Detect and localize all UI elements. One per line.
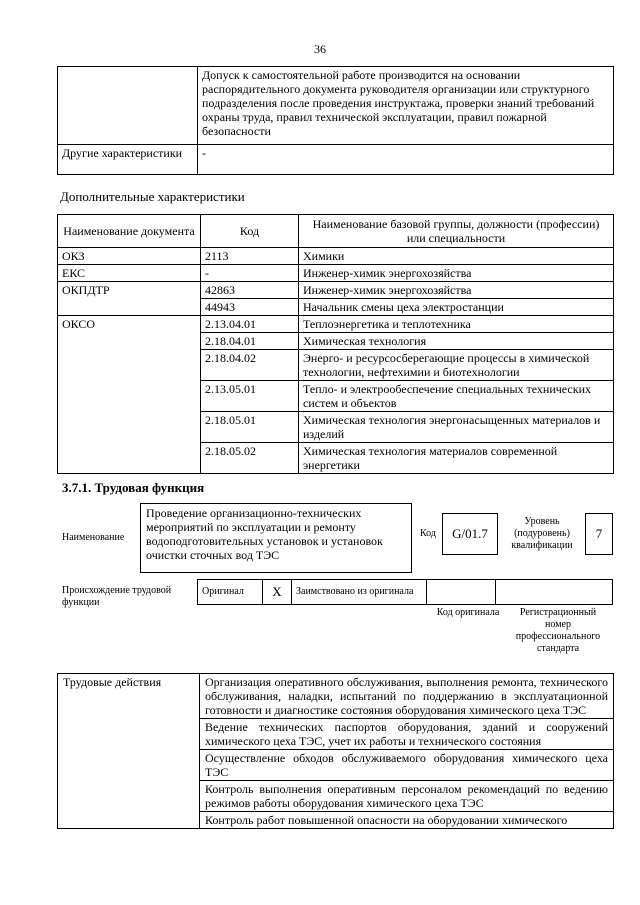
other-characteristics-value: - — [198, 145, 614, 175]
origin-label: Происхождение трудовой функции — [62, 585, 172, 608]
level-label: Уровень (подуровень) квалификации — [511, 516, 573, 551]
function-code-box: G/01.7 — [442, 513, 498, 555]
row-name: Инженер-химик энергохозяйства — [299, 282, 614, 299]
row-name: Энерго- и ресурсосберегающие процессы в химической технологии, нефтехимии и биотехнологии — [299, 350, 614, 381]
empty-label-cell — [58, 67, 198, 145]
row-code: 2.18.05.02 — [201, 443, 299, 474]
labor-action-item: Контроль выполнения оперативным персоналом рекомендаций по ведению режимов работы оборудования химического цеха ТЭС — [200, 781, 614, 812]
row-name: Инженер-химик энергохозяйства — [299, 265, 614, 282]
row-code: 2.18.04.01 — [201, 333, 299, 350]
original-mark: X — [263, 580, 292, 605]
row-doc: ОКСО — [58, 316, 201, 474]
name-label: Наименование — [62, 532, 125, 543]
code-label: Код — [420, 528, 436, 539]
row-doc: ОКПДТР — [58, 282, 201, 316]
labor-actions-table — [57, 673, 614, 829]
page-number: 36 — [314, 42, 326, 56]
header-name: Наименование базовой группы, должности (профессии) или специальности — [299, 215, 614, 248]
row-name: Химическая технология материалов современной энергетики — [299, 443, 614, 474]
labor-action-item: Осуществление обходов обслуживаемого оборудования химического цеха ТЭС — [200, 750, 614, 781]
row-code: 2113 — [201, 248, 299, 265]
labor-action-item: Ведение технических паспортов оборудования, зданий и сооружений химического цеха ТЭС, учет их работы и технического состояния — [200, 719, 614, 750]
row-code: 2.13.05.01 — [201, 381, 299, 412]
level-box: 7 — [585, 513, 613, 555]
row-name: Тепло- и электрообеспечение специальных технических систем и объектов — [299, 381, 614, 412]
code-original-caption: Код оригинала — [436, 607, 500, 618]
admission-text: Допуск к самостоятельной работе производится на основании распорядительного документа руководителя организации или структурного подразделения после проведения инструктажа, проверки знаний требований охраны труда, правил технической эксплуатации, правил пожарной безопасности — [198, 67, 614, 145]
row-code: 44943 — [201, 299, 299, 316]
borrowed-label: Заимствовано из оригинала — [292, 580, 427, 605]
row-code: 2.13.04.01 — [201, 316, 299, 333]
row-code: 2.18.04.02 — [201, 350, 299, 381]
row-code: 2.18.05.01 — [201, 412, 299, 443]
additional-characteristics-table — [57, 214, 614, 474]
reg-number-cell — [496, 580, 613, 605]
other-characteristics-label: Другие характеристики — [58, 145, 198, 175]
header-document: Наименование документа — [58, 215, 201, 248]
row-name: Химики — [299, 248, 614, 265]
reg-number-caption: Регистрационный номер профессионального стандарта — [515, 607, 601, 654]
additional-characteristics-title: Дополнительные характеристики — [60, 189, 245, 204]
header-code: Код — [201, 215, 299, 248]
code-original-cell — [427, 580, 496, 605]
function-name-box: Проведение организационно-технических мероприятий по эксплуатации и ремонту водоподготовительных установок и установок очистки сточных вод ТЭС — [140, 503, 412, 573]
row-doc: ЕКС — [58, 265, 201, 282]
row-doc: ОКЗ — [58, 248, 201, 265]
admission-table — [57, 66, 614, 175]
row-name: Химическая технология энергонасыщенных материалов и изделий — [299, 412, 614, 443]
labor-action-item: Организация оперативного обслуживания, выполнения ремонта, технического обслуживания, наладки, испытаний по поддержанию в эксплуатационной готовности и диагностике состояния оборудования химического цеха ТЭС — [200, 674, 614, 719]
row-name: Теплоэнергетика и теплотехника — [299, 316, 614, 333]
labor-action-item: Контроль работ повышенной опасности на оборудовании химического — [200, 812, 614, 829]
row-name: Начальник смены цеха электростанции — [299, 299, 614, 316]
row-code: 42863 — [201, 282, 299, 299]
original-label: Оригинал — [198, 580, 263, 605]
row-name: Химическая технология — [299, 333, 614, 350]
labor-function-title: 3.7.1. Трудовая функция — [62, 480, 205, 495]
labor-actions-label: Трудовые действия — [58, 674, 200, 829]
row-code: - — [201, 265, 299, 282]
origin-table — [197, 579, 613, 605]
